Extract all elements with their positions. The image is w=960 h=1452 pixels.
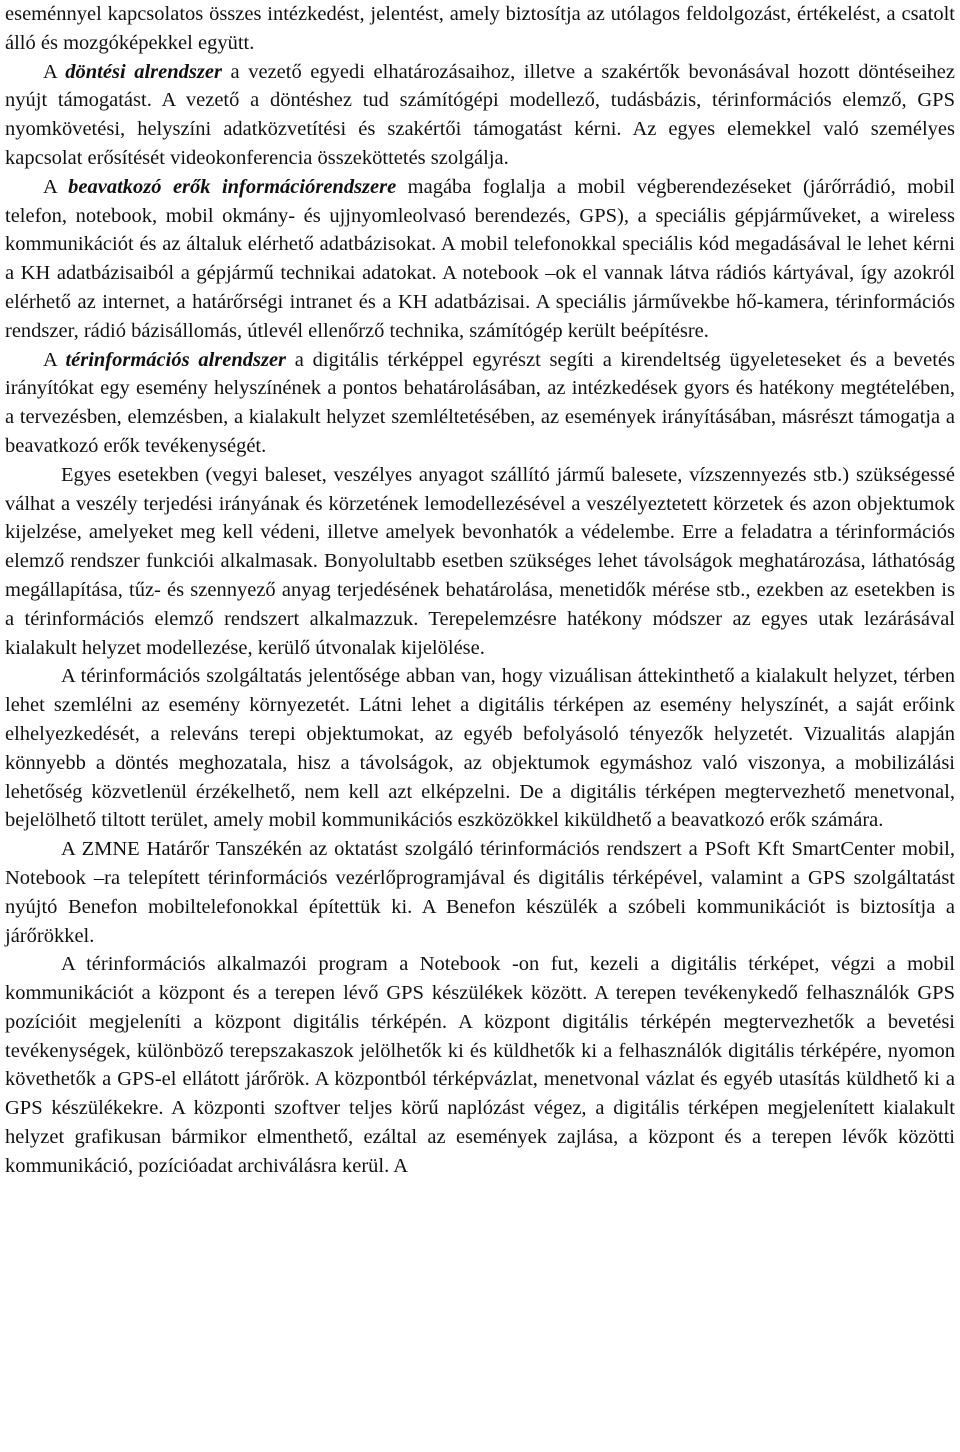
paragraph-text: magába foglalja a mobil végberendezéseket (járőrrádió, mobil telefon, notebook, mobil okmány- és ujjnyomleolvasó berendezés, GPS), a speciális gépjárműveket, a wireless kommunikációt és az általuk elérhető adatbázisokat. A mobil telefonokkal speciális kód megadásával le lehet kérni a KH adatbázisaiból a gépjármű technikai adatokat. A notebook –ok el vannak látva rádiós kártyával, így azokról elérhető az internet, a határőrségi intranet és a KH adatbázisai. A speciális járművekbe hő-kamera, térinformációs rendszer, rádió bázisállomás, útlevél ellenőrző technika, számítógép került beépítésre. — [5, 175, 956, 342]
paragraph-text: A ZMNE Határőr Tanszékén az oktatást szolgáló térinformációs rendszert a PSoft Kft SmartCenter mobil, Notebook –ra telepített térinformációs vezérlőprogramjával és digitális térképével, valamint a GPS szolgáltatást nyújtó Benefon mobiltelefonokkal építettük ki. A Benefon készülék a szóbeli kommunikációt is biztosítja a járőrökkel. — [5, 838, 955, 947]
paragraph-text: a digitális térképpel egyrészt segíti a kirendeltség ügyeleteseket és a bevetés irányítókat egy esemény helyszínének a pontos behatárolásában, az intézkedések gyors és hatékony megtételében, a tervezésben, elemzésben, a kialakult helyzet szemléltetésében, az események irányításában, másrészt támogatja a beavatkozó erők tevékenységét. — [5, 348, 955, 457]
paragraph — [5, 0, 955, 58]
paragraph — [5, 835, 955, 950]
paragraph-text: A — [43, 175, 69, 198]
paragraph — [5, 461, 955, 663]
paragraph — [5, 346, 955, 461]
paragraph — [5, 662, 955, 835]
paragraph-text: A térinformációs szolgáltatás jelentősége abban van, hogy vizuálisan áttekinthető a kialakult helyzet, térben lehet szemlélni az esemény környezetét. Látni lehet a digitális térképen az esemény helyszínét, a saját erőink elhelyezkedését, a releváns terepi objektumokat, az egyéb befolyásoló tényezők helyzetét. Vizualitás alapján könnyebb a döntés meghozatala, hisz a távolságok, az objektumok egymáshoz való viszonya, a mobilizálási lehetőség közvetlenül érzékelhető, nem kell azt elképzelni. De a digitális térképen megtervezhető menetvonal, bejelölhető tiltott terület, amely mobil kommunikációs eszközökkel kiküldhető a beavatkozó erők számára. — [5, 665, 955, 832]
paragraph — [5, 173, 955, 346]
paragraph-text: A — [43, 60, 66, 83]
paragraph-text: eseménnyel kapcsolatos összes intézkedést, jelentést, amely biztosítja az utólagos feldolgozást, értékelést, a csatolt álló és mozgóképekkel együtt. — [5, 3, 955, 54]
paragraph — [5, 58, 955, 173]
emphasized-term: beavatkozó erők információrendszere — [68, 175, 397, 198]
paragraph-text: Egyes esetekben (vegyi baleset, veszélyes anyagot szállító jármű balesete, vízszennyezés stb.) szükségessé válhat a veszély terjedési irányának és körzetének lemodellezésével a veszélyeztetett körzetek és azon objektumok kijelzése, amelyeket meg kell védeni, illetve amelyek bevonhatók a védelembe. Erre a feladatra a térinformációs elemző rendszer funkciói alkalmasak. Bonyolultabb esetben szükséges lehet távolságok meghatározása, láthatóság megállapítása, tűz- és szennyező anyag terjedésének behatárolása, menetidők mérése stb., ezekben az esetekben is a térinformációs elemző rendszert alkalmazzuk. Terepelemzésre hatékony módszer az egyes utak lezárásával kialakult helyzet modellezése, kerülő útvonalak kijelölése. — [5, 463, 955, 659]
paragraph-text: A térinformációs alkalmazói program a Notebook -on fut, kezeli a digitális térképet, végzi a mobil kommunikációt a központ és a terepen lévő GPS készülékek között. A terepen tevékenykedő felhasználók GPS pozícióit megjeleníti a központ digitális térképén. A központ digitális térképén megtervezhetők a bevetési tevékenységek, különböző terepszakaszok jelölhetők ki és küldhetők ki a felhasználók digitális térképére, nyomon követhetők a GPS-el ellátott járőrök. A központból térképvázlat, menetvonal vázlat és egyéb utasítás küldhető ki a GPS készülékekre. A központi szoftver teljes körű naplózást végez, a digitális térképen megjelenített kialakult helyzet grafikusan bármikor elmenthető, ezáltal az események zajlása, a központ és a terepen lévők közötti kommunikáció, pozícióadat archiválásra kerül. A — [5, 953, 955, 1177]
paragraph-text: a vezető egyedi elhatározásaihoz, illetve a szakértők bevonásával hozott döntéseihez nyújt támogatást. A vezető a döntéshez tud számítógépi modellező, tudásbázis, térinformációs elemző, GPS nyomkövetési, helyszíni adatközvetítési és szakértői támogatást kérni. Az egyes elemekkel való személyes kapcsolat erősítését videokonferencia összeköttetés szolgálja. — [5, 60, 955, 169]
paragraph — [5, 950, 955, 1180]
emphasized-term: térinformációs alrendszer — [65, 348, 287, 371]
emphasized-term: döntési alrendszer — [65, 60, 222, 83]
paragraph-text: A — [43, 348, 66, 371]
